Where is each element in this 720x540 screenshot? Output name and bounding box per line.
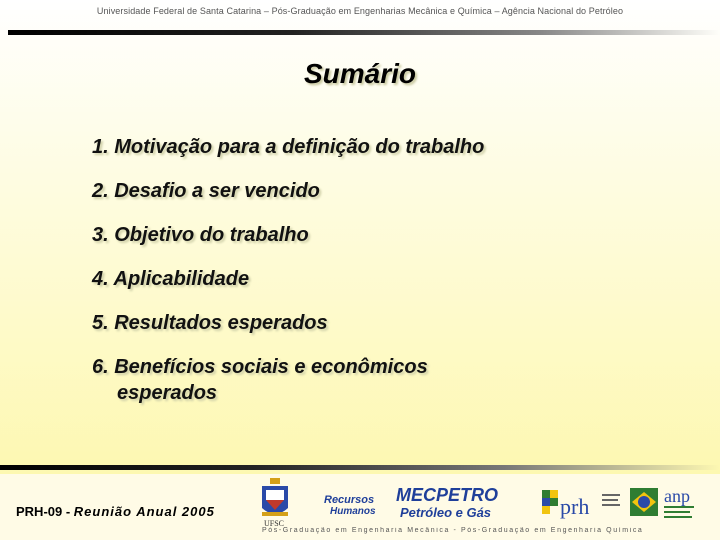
- footer-event: Reunião Anual 2005: [73, 504, 215, 519]
- ufsc-label: UFSC: [264, 519, 285, 528]
- summary-item-5: 5. Resultados esperados: [92, 312, 328, 334]
- summary-item-4: 4. Aplicabilidade: [92, 268, 250, 290]
- top-divider: [8, 30, 720, 35]
- footer-subline: Pós-Graduação em Engenharia Mecânica - Pós-Graduação em Engenharia Química: [262, 527, 644, 534]
- mec-logo-text-3: MECPETRO: [396, 485, 499, 505]
- footer-program: PRH-09 -: [16, 504, 74, 519]
- summary-item-6-line1: 6. Benefícios sociais e econômicos: [92, 356, 428, 378]
- anp-logo-text: anp: [664, 486, 690, 506]
- footer-event-label: [16, 504, 215, 519]
- mec-logo-text-2: Humanos: [330, 506, 376, 517]
- mec-logo-text-4: Petróleo e Gás: [400, 505, 492, 520]
- summary-item-2: 2. Desafio a ser vencido: [92, 180, 320, 202]
- bottom-divider: [0, 465, 720, 470]
- slide-title: Sumário: [303, 58, 417, 89]
- prh-logo-text: prh: [560, 494, 590, 519]
- summary-item-3: 3. Objetivo do trabalho: [92, 224, 309, 246]
- summary-list: [92, 134, 652, 424]
- mec-logo-text-1: Recursos: [324, 494, 375, 506]
- summary-item-1: 1. Motivação para a definição do trabalho: [92, 136, 485, 158]
- summary-item-6: [92, 354, 652, 406]
- summary-item-6-line2: esperados: [117, 382, 218, 404]
- prh-logo: [540, 486, 622, 524]
- anp-logo: [630, 484, 702, 524]
- header-institution-line: Universidade Federal de Santa Catarina – Pós-Graduação em Engenharias Mecânica e Química – Agência Nacional do Petróleo: [96, 6, 624, 16]
- mecpetro-logo: [320, 483, 510, 523]
